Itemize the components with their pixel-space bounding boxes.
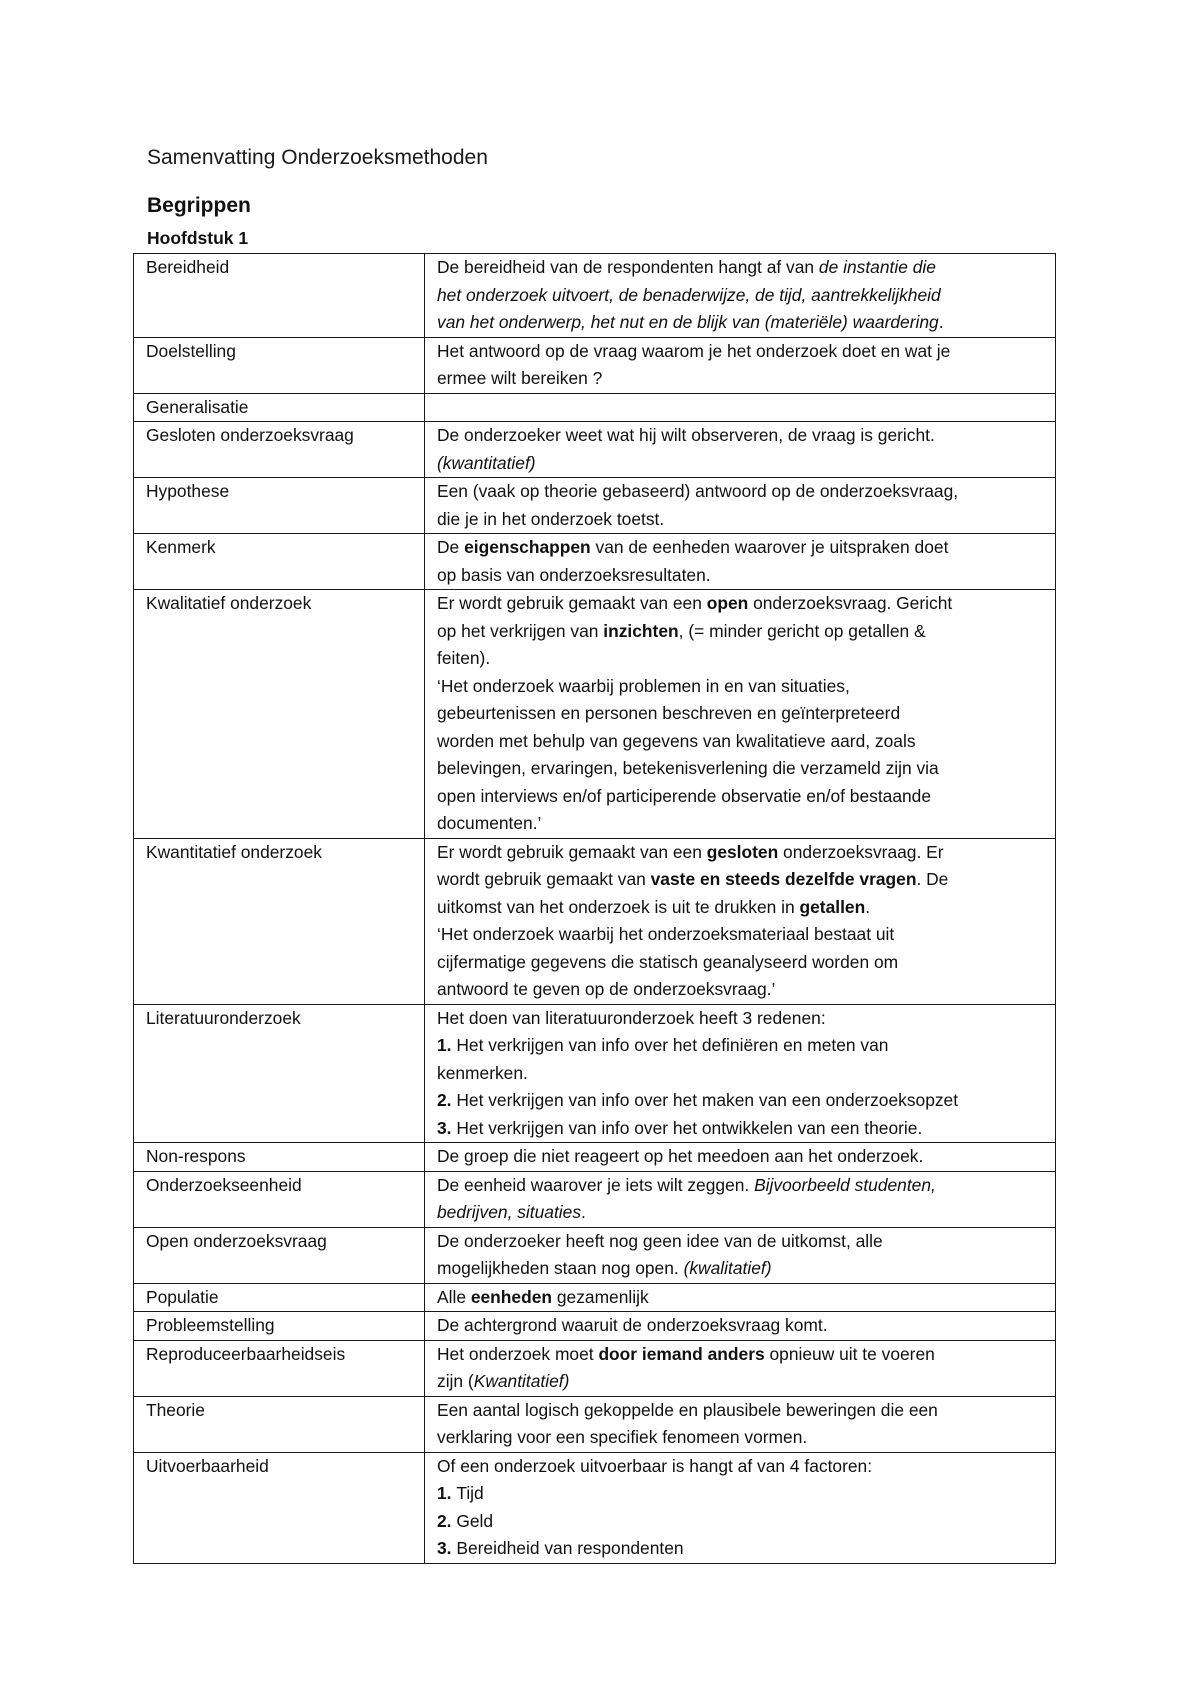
definition-line <box>437 839 1051 867</box>
definition-text: Het verkrijgen van info over het definiëren en meten van <box>456 1035 889 1055</box>
definition-line <box>437 645 1051 673</box>
definition-text: Of een onderzoek uitvoerbaar is hangt af van 4 factoren: <box>437 1455 873 1476</box>
definition-line <box>437 1087 1051 1115</box>
definition-line <box>437 700 1051 728</box>
definition-text: eenheden <box>470 1286 553 1307</box>
definition-text: De eenheid waarover je iets wilt zeggen. <box>437 1174 755 1195</box>
definition-text: door iemand anders <box>598 1343 765 1364</box>
definition-text: open <box>706 593 749 613</box>
term-cell: Kwalitatief onderzoek <box>134 590 425 839</box>
table-row <box>134 1143 1056 1172</box>
definition-line <box>437 309 1051 337</box>
definition-text: documenten.’ <box>437 813 542 833</box>
definition-text: vaste en steeds dezelfde vragen <box>650 869 917 889</box>
definition-cell <box>425 1452 1056 1563</box>
definition-line <box>437 590 1051 618</box>
definition-cell <box>425 1227 1056 1283</box>
table-row <box>134 254 1056 338</box>
definition-text: 2. <box>437 1510 457 1531</box>
term-cell: Theorie <box>134 1396 425 1452</box>
table-row <box>134 1340 1056 1396</box>
definition-text: ermee wilt bereiken ? <box>437 368 603 388</box>
definition-line <box>437 478 1051 506</box>
table-row <box>134 1227 1056 1283</box>
definition-line <box>437 1508 1051 1536</box>
definition-line <box>437 976 1051 1004</box>
table-row <box>134 478 1056 534</box>
definition-cell <box>425 422 1056 478</box>
definition-line <box>437 1199 1051 1227</box>
definition-line <box>437 282 1051 310</box>
definition-line <box>437 1115 1051 1143</box>
definition-line <box>437 618 1051 646</box>
definition-text: cijfermatige gegevens die statisch geanalyseerd worden om <box>437 951 899 972</box>
table-row <box>134 1171 1056 1227</box>
definition-text: 3. <box>437 1538 457 1558</box>
definition-text: uitkomst van het onderzoek is uit te drukken in <box>437 896 800 917</box>
definition-cell <box>425 1283 1056 1312</box>
definition-text: (kwantitatief) <box>437 452 536 473</box>
definition-text: Er wordt gebruik gemaakt van een <box>437 593 707 613</box>
term-cell: Open onderzoeksvraag <box>134 1227 425 1283</box>
definition-text: ‘Het onderzoek waarbij het onderzoeksmateriaal bestaat uit <box>437 924 895 944</box>
definition-line <box>437 422 1051 450</box>
definition-text: Het verkrijgen van info over het maken van een onderzoeksopzet <box>456 1090 959 1110</box>
definition-text: ‘Het onderzoek waarbij problemen in en van situaties, <box>437 675 850 696</box>
term-cell: Populatie <box>134 1283 425 1312</box>
definition-text: De onderzoeker weet wat hij wilt observeren, de vraag is gericht. <box>437 425 935 445</box>
definition-cell <box>425 478 1056 534</box>
definition-text: Geld <box>456 1510 494 1531</box>
definition-text: opnieuw uit te voeren <box>764 1343 935 1364</box>
term-cell: Non-respons <box>134 1143 425 1172</box>
term-cell: Uitvoerbaarheid <box>134 1452 425 1563</box>
definition-text: 1. <box>437 1035 457 1055</box>
term-cell: Kenmerk <box>134 534 425 590</box>
definition-line <box>437 1228 1051 1256</box>
table-row <box>134 1283 1056 1312</box>
definition-cell <box>425 838 1056 1004</box>
table-row <box>134 1396 1056 1452</box>
definition-line <box>437 1480 1051 1508</box>
definition-line <box>437 755 1051 783</box>
definition-cell <box>425 1312 1056 1341</box>
document-title: Samenvatting Onderzoeksmethoden <box>147 146 488 169</box>
definition-text: antwoord te geven op de onderzoeksvraag.’ <box>437 979 776 999</box>
definition-text: gezamenlijk <box>552 1286 649 1307</box>
definition-line <box>437 1284 1051 1312</box>
definition-text: De bereidheid van de respondenten hangt af van <box>437 257 819 277</box>
definition-line <box>437 783 1051 811</box>
definition-cell <box>425 1340 1056 1396</box>
definition-text: eigenschappen <box>464 537 591 557</box>
term-cell: Generalisatie <box>134 393 425 422</box>
definition-line <box>437 1143 1051 1171</box>
definition-text: onderzoeksvraag. Er <box>778 841 944 862</box>
definition-text: open interviews en/of participerende observatie en/of bestaande <box>437 785 932 806</box>
term-cell: Hypothese <box>134 478 425 534</box>
definition-cell <box>425 1004 1056 1143</box>
section-heading: Begrippen <box>147 194 251 217</box>
definition-text: zijn ( <box>437 1371 474 1391</box>
definition-text: Bereidheid van respondenten <box>456 1538 684 1558</box>
definition-text: . <box>581 1202 586 1222</box>
definition-text: belevingen, ervaringen, betekenisverlening die verzameld zijn via <box>437 758 939 778</box>
definitions-table <box>133 253 1056 1564</box>
definition-text: mogelijkheden staan nog open. <box>437 1258 684 1278</box>
definition-text: De <box>437 537 465 557</box>
definition-text: getallen <box>799 896 866 917</box>
definition-text: verklaring voor een specifiek fenomeen vormen. <box>437 1427 808 1447</box>
definition-text: feiten). <box>437 648 491 668</box>
definition-line <box>437 1255 1051 1283</box>
definition-line <box>437 1032 1051 1060</box>
definition-text: op basis van onderzoeksresultaten. <box>437 564 711 585</box>
definition-text: . <box>938 312 944 332</box>
table-row <box>134 1312 1056 1341</box>
definition-text: De achtergrond waaruit de onderzoeksvraag komt. <box>437 1315 828 1335</box>
definition-line <box>437 921 1051 949</box>
term-cell: Bereidheid <box>134 254 425 338</box>
definition-cell <box>425 534 1056 590</box>
definition-line <box>437 728 1051 756</box>
definition-line <box>437 1341 1051 1369</box>
definition-line <box>437 254 1051 282</box>
definition-text: De groep die niet reageert op het meedoen aan het onderzoek. <box>437 1146 924 1166</box>
definition-text: 3. <box>437 1117 457 1138</box>
definition-text: (kwalitatief) <box>683 1258 772 1278</box>
definition-line <box>437 673 1051 701</box>
definition-cell <box>425 590 1056 839</box>
definition-line <box>437 562 1051 590</box>
term-cell: Reproduceerbaarheidseis <box>134 1340 425 1396</box>
definition-line <box>437 866 1051 894</box>
definition-line <box>437 1535 1051 1563</box>
definition-text: onderzoeksvraag. Gericht <box>748 593 953 613</box>
table-row <box>134 590 1056 839</box>
definition-text: gebeurtenissen en personen beschreven en geïnterpreteerd <box>437 703 901 723</box>
definition-text: van het onderwerp, het nut en de blijk van (materiële) waardering <box>437 312 939 332</box>
definition-line <box>437 450 1051 478</box>
definition-line <box>437 534 1051 562</box>
definition-line <box>437 1453 1051 1481</box>
definition-line <box>437 1172 1051 1200</box>
table-row <box>134 838 1056 1004</box>
definition-line <box>437 1397 1051 1425</box>
table-row <box>134 422 1056 478</box>
chapter-heading: Hoofdstuk 1 <box>147 228 249 248</box>
definition-text: De onderzoeker heeft nog geen idee van de uitkomst, alle <box>437 1230 883 1251</box>
definition-text: worden met behulp van gegevens van kwalitatieve aard, zoals <box>437 730 916 751</box>
definition-text: Er wordt gebruik gemaakt van een <box>437 841 707 862</box>
definition-text: . De <box>916 869 949 889</box>
definition-cell <box>425 1143 1056 1172</box>
definition-text: kenmerken. <box>437 1062 528 1083</box>
term-cell: Gesloten onderzoeksvraag <box>134 422 425 478</box>
definition-text: Het doen van literatuuronderzoek heeft 3 redenen: <box>437 1007 826 1028</box>
definition-text: op het verkrijgen van <box>437 620 604 641</box>
definitions-table-body <box>134 254 1056 1564</box>
table-row <box>134 337 1056 393</box>
definition-line <box>437 1060 1051 1088</box>
definition-line <box>437 365 1051 393</box>
definition-line <box>437 949 1051 977</box>
definition-line <box>437 1005 1051 1033</box>
definition-line <box>437 810 1051 838</box>
term-cell: Doelstelling <box>134 337 425 393</box>
table-row <box>134 393 1056 422</box>
table-row <box>134 1004 1056 1143</box>
definition-text: wordt gebruik gemaakt van <box>437 869 651 889</box>
definition-line <box>437 1424 1051 1452</box>
term-cell: Probleemstelling <box>134 1312 425 1341</box>
definition-text: Bijvoorbeeld studenten, <box>754 1174 936 1195</box>
definition-cell <box>425 254 1056 338</box>
term-cell: Literatuuronderzoek <box>134 1004 425 1143</box>
definition-text: inzichten <box>603 620 679 641</box>
definition-text: Het onderzoek moet <box>437 1343 599 1364</box>
definition-line <box>437 506 1051 534</box>
definition-cell <box>425 1396 1056 1452</box>
definition-text: Het antwoord op de vraag waarom je het onderzoek doet en wat je <box>437 340 951 361</box>
term-cell: Kwantitatief onderzoek <box>134 838 425 1004</box>
term-cell: Onderzoekseenheid <box>134 1171 425 1227</box>
definition-text: 1. <box>437 1483 457 1503</box>
definition-text: van de eenheden waarover je uitspraken doet <box>590 537 949 557</box>
definition-text: Een (vaak op theorie gebaseerd) antwoord op de onderzoeksvraag, <box>437 481 959 501</box>
definition-text: het onderzoek uitvoert, de benaderwijze, de tijd, aantrekkelijkheid <box>437 284 941 305</box>
definition-text: die je in het onderzoek toetst. <box>437 508 665 529</box>
definition-text: Kwantitatief) <box>473 1371 570 1391</box>
definition-text: . <box>865 896 871 917</box>
definition-cell <box>425 337 1056 393</box>
definition-cell <box>425 1171 1056 1227</box>
definition-text: Een aantal logisch gekoppelde en plausibele beweringen die een <box>437 1399 938 1420</box>
definition-line <box>437 338 1051 366</box>
definition-text: gesloten <box>706 841 779 862</box>
definition-cell <box>425 393 1056 422</box>
definition-line <box>437 894 1051 922</box>
definition-text: bedrijven, situaties <box>437 1202 582 1222</box>
definition-text: , (= minder gericht op getallen & <box>678 620 926 641</box>
table-row <box>134 1452 1056 1563</box>
definition-line <box>437 1312 1051 1340</box>
definition-text: Het verkrijgen van info over het ontwikkelen van een theorie. <box>456 1117 923 1138</box>
definition-text: de instantie die <box>818 257 936 277</box>
table-row <box>134 534 1056 590</box>
definition-line <box>437 1368 1051 1396</box>
definition-text: 2. <box>437 1090 457 1110</box>
definition-text: Alle <box>437 1286 471 1307</box>
definition-text: Tijd <box>456 1483 484 1503</box>
